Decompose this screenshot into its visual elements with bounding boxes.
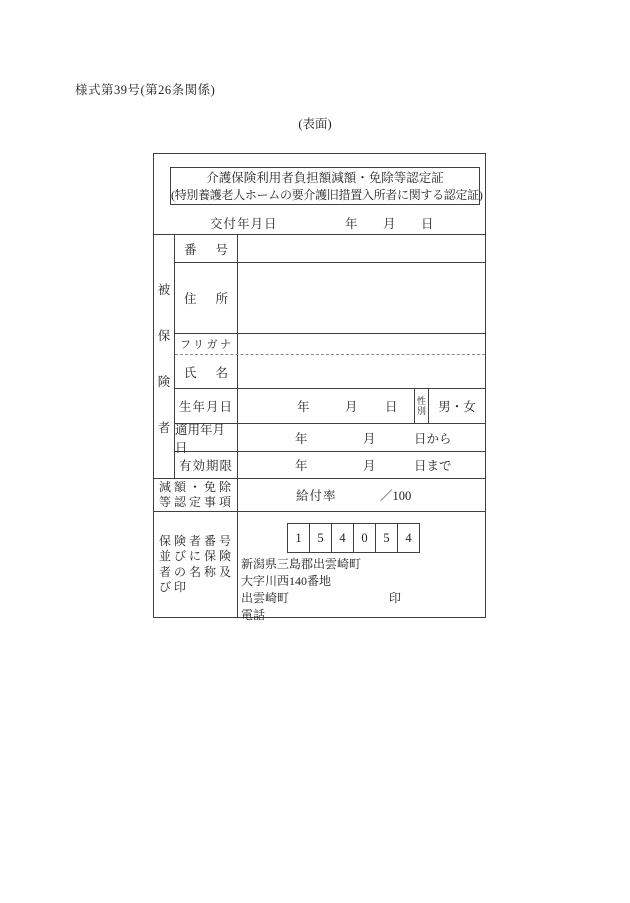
name-value-cell bbox=[238, 355, 485, 388]
address-label bbox=[175, 263, 238, 333]
expiry-year-label: 年 bbox=[295, 459, 308, 473]
sex-label-char: 別 bbox=[416, 406, 426, 416]
name-label-char: 名 bbox=[215, 365, 228, 380]
certificate-title-box bbox=[170, 167, 483, 205]
issue-date-year-label: 年 bbox=[345, 217, 358, 231]
benefit-rate-cell bbox=[238, 479, 485, 511]
expiry-row bbox=[175, 452, 485, 478]
certificate-header bbox=[154, 154, 485, 235]
insurer-number-digit: 0 bbox=[353, 523, 376, 553]
start-date-day-suffix: 日から bbox=[414, 431, 452, 446]
birthdate-label: 生年月日 bbox=[178, 400, 233, 414]
expiry-value-cell bbox=[238, 452, 485, 478]
furigana-label: フリガナ bbox=[180, 339, 234, 351]
benefit-rate-value: ／100 bbox=[380, 489, 412, 503]
number-value-cell bbox=[238, 235, 485, 262]
reduction-label bbox=[154, 479, 238, 511]
insurer-value-cell bbox=[238, 512, 485, 622]
insurer-number-digit: 1 bbox=[287, 523, 310, 553]
furigana-label-cell bbox=[175, 334, 238, 354]
start-date-value-cell bbox=[238, 424, 485, 451]
issue-date-label: 交付年月日 bbox=[210, 217, 278, 231]
birthdate-year-label: 年 bbox=[297, 400, 310, 414]
number-row bbox=[175, 235, 485, 263]
insured-char: 険 bbox=[157, 375, 171, 389]
insurer-address-line1: 新潟県三島郡出雲崎町 bbox=[241, 557, 362, 571]
address-value-cell bbox=[238, 263, 485, 333]
number-label-char: 号 bbox=[215, 242, 228, 257]
certificate-title-line2: (特別養護老人ホームの要介護旧措置入所者に関する認定証) bbox=[171, 188, 483, 202]
furigana-row bbox=[175, 334, 485, 355]
start-date-row bbox=[175, 422, 485, 455]
insurer-label-line: 者の名称及 bbox=[159, 564, 235, 579]
insurer-number-digit: 5 bbox=[375, 523, 398, 553]
insurer-name-line bbox=[241, 590, 483, 607]
address-row bbox=[175, 263, 485, 334]
sex-options-text: 男・女 bbox=[438, 400, 476, 414]
address-label-char: 住 bbox=[184, 292, 197, 306]
reduction-row bbox=[154, 479, 485, 512]
sex-label-char: 性 bbox=[416, 396, 426, 406]
issue-date-row bbox=[154, 215, 485, 234]
birthdate-value-cell bbox=[238, 389, 485, 423]
insurer-address-block bbox=[241, 556, 483, 624]
insured-section-label bbox=[154, 235, 175, 478]
insurer-number-digit: 5 bbox=[309, 523, 332, 553]
certificate-title-line1: 介護保険利用者負担額減額・免除等認定証 bbox=[206, 171, 444, 185]
expiry-day-suffix: 日まで bbox=[414, 459, 452, 473]
number-label-char: 番 bbox=[184, 242, 197, 257]
form-number: 様式第39号(第26条関係) bbox=[75, 83, 216, 97]
number-label bbox=[175, 235, 238, 262]
insurer-label bbox=[154, 512, 238, 617]
insured-section bbox=[154, 235, 485, 479]
start-date-label: 適用年月日 bbox=[175, 422, 226, 455]
sex-label-cell bbox=[414, 389, 429, 423]
expiry-month-label: 月 bbox=[363, 459, 376, 473]
insurer-address-line2: 大字川西140番地 bbox=[241, 574, 332, 588]
insurer-label-line: び印 bbox=[159, 580, 190, 594]
reduction-label-line: 減額・免除 bbox=[159, 479, 235, 494]
birthdate-day-label: 日 bbox=[385, 400, 398, 414]
insured-char: 保 bbox=[157, 329, 171, 343]
insurer-number-digit: 4 bbox=[397, 523, 420, 553]
start-date-month-label: 月 bbox=[363, 431, 376, 446]
birthdate-label-cell bbox=[175, 389, 238, 423]
birthdate-date-area bbox=[238, 389, 414, 423]
expiry-label: 有効期限 bbox=[178, 459, 233, 473]
issue-date-month-label: 月 bbox=[383, 217, 396, 231]
certificate-form-table bbox=[153, 153, 486, 622]
insured-char: 被 bbox=[157, 283, 171, 297]
insurer-number-boxes bbox=[287, 523, 420, 553]
insured-rows bbox=[175, 235, 485, 478]
insurer-phone-line: 電話 bbox=[241, 608, 266, 622]
name-label-char: 氏 bbox=[184, 365, 197, 380]
insurer-row bbox=[154, 512, 485, 622]
expiry-label-cell bbox=[175, 452, 238, 478]
name-row bbox=[175, 355, 485, 389]
address-label-char: 所 bbox=[215, 292, 228, 306]
birthdate-month-label: 月 bbox=[345, 400, 358, 414]
issue-date-day-label: 日 bbox=[421, 217, 434, 231]
furigana-value-cell bbox=[238, 334, 485, 354]
insured-char: 者 bbox=[157, 421, 171, 435]
name-label bbox=[175, 355, 238, 388]
insurer-number-digit: 4 bbox=[331, 523, 354, 553]
insurer-label-line: 並びに保険 bbox=[159, 549, 235, 563]
benefit-rate-label: 給付率 bbox=[296, 489, 337, 503]
sex-options bbox=[429, 389, 485, 423]
start-date-year-label: 年 bbox=[295, 431, 308, 446]
insurer-name: 出雲崎町 bbox=[241, 591, 290, 605]
insurer-label-line: 保険者番号 bbox=[159, 533, 235, 548]
start-date-label-cell bbox=[175, 422, 238, 455]
reduction-label-line: 等認定事項 bbox=[159, 495, 235, 509]
seal-mark: 印 bbox=[389, 591, 402, 605]
side-label: (表面) bbox=[298, 117, 332, 131]
